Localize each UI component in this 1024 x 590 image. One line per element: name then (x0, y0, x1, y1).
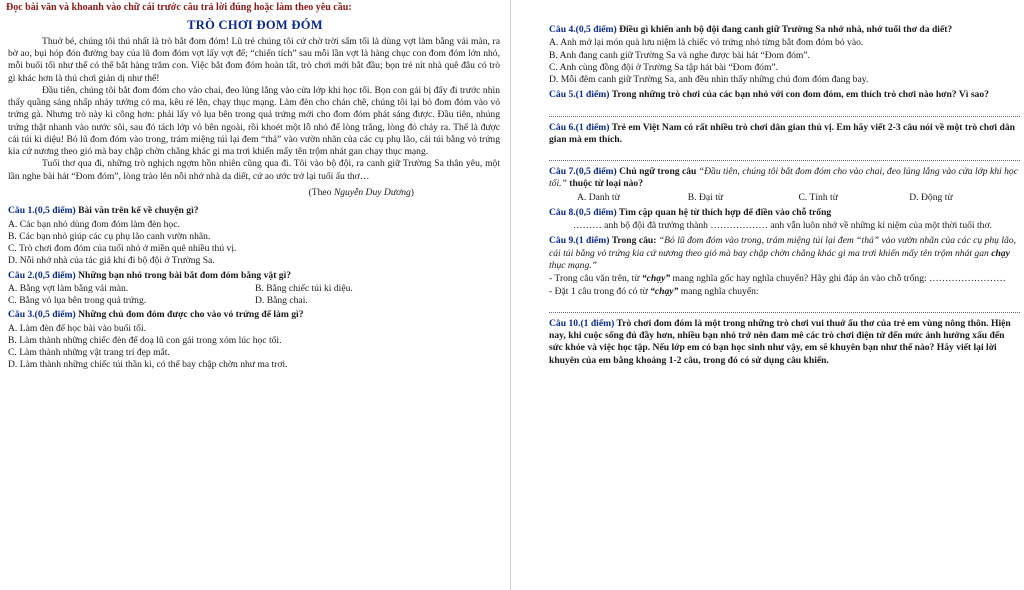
question-7: Câu 7.(0,5 điểm) Chủ ngữ trong câu “Đầu tiên, chúng tôi bắt đom đóm cho vào chai, đeo lủng lẳng vào cửa lớp khi học tối.” thuộc từ loại nào? A. Danh từ B. Đại từ C. Tính từ D. Động từ (549, 166, 1020, 204)
question-10: Câu 10.(1 điểm) Trò chơi đom đóm là một trong những trò chơi vui thuở ấu thơ của trẻ em vùng nông thôn. Hiện nay, khi cuộc sống đủ đầy hơn, nhiều bạn nhỏ trở nên đam mê các trò chơi điện tử đến mức ảnh hưởng xấu đến sức khỏe và việc học tập. Nếu lớp em có bạn học sinh như vậy, em sẽ khuyên bạn như thế nào? Hãy viết lại lời khuyên của em bằng khoảng 1-2 câu, trong đó có sử dụng câu khiến. (549, 317, 1011, 366)
q5-number: Câu 5. (549, 89, 576, 101)
left-column (0, 0, 511, 590)
q4-number: Câu 4. (549, 24, 576, 35)
q3-number: Câu 3. (8, 309, 35, 321)
q1-option-a[interactable]: A. Các bạn nhỏ dùng đom đóm làm đèn học. (8, 218, 180, 230)
q4-text: Điều gì khiến anh bộ đội đang canh giữ Trường Sa nhớ nhà, nhớ tuổi thơ da diết? (616, 24, 953, 35)
q6-text: Trẻ em Việt Nam có rất nhiều trò chơi dân gian thú vị. Em hãy viết 2-3 câu nói về một trò chơi dân gian mà em thích. (549, 121, 1015, 145)
q7-option-d[interactable]: D. Động từ (909, 191, 953, 203)
q5-text: Trong những trò chơi của các bạn nhỏ với con đom đóm, em thích trò chơi nào hơn? Vì sao? (609, 89, 989, 101)
q6-number: Câu 6. (549, 121, 576, 133)
q9-number: Câu 9. (549, 235, 576, 247)
q7-quote: “Đầu tiên, chúng tôi bắt đom đóm cho vào chai, đeo lủng lẳng vào cửa lớp khi học tối.” (549, 166, 1018, 190)
question-2: Câu 2.(0,5 điểm) Những bạn nhỏ trong bài bắt đom đóm bằng vật gì? A. Bằng vợt làm bằng vải màn. B. Bằng chiếc túi kì diệu. C. Bằng vỏ lụa bên trong quả trứng. D. Bằng chai. (0, 270, 510, 308)
q1-option-c[interactable]: C. Trò chơi đom đóm của tuổi nhỏ ở miền quê nhiều thú vị. (8, 243, 237, 255)
question-4: Câu 4.(0,5 điểm) Điều gì khiến anh bộ đội đang canh giữ Trường Sa nhớ nhà, nhớ tuổi thơ da diết? A. Anh mở lại món quà lưu niệm là chiếc vỏ trứng nhỏ từng bắt đom đóm bỏ vào. B. Anh đang canh giữ Trường Sa và nghe được bài hát “Đom đóm”. C. Anh cùng đồng đội ở Trường Sa tập hát bài “Đom đóm”. D. Mỗi đêm canh giữ Trường Sa, anh đều nhìn thấy những chú đom đóm đang bay. (549, 24, 1020, 86)
q3-text: Những chú đom đóm được cho vào vỏ trứng để làm gì? (75, 309, 304, 321)
q2-option-d[interactable]: D. Bằng chai. (255, 295, 308, 307)
q7-option-a[interactable]: A. Danh từ (577, 191, 620, 203)
q4-option-a[interactable]: A. Anh mở lại món quà lưu niệm là chiếc vỏ trứng nhỏ từng bắt đom đóm bỏ vào. (549, 37, 864, 49)
question-9: Câu 9.(1 điểm) Trong câu: “Bỏ lũ đom đóm vào trong, trám miệng túi lại đem “thả” vào vườn nhãn của các cụ phụ lão, cái túi bằng vỏ trứng kia cứ nương theo gió mà bay chập chờn chẳng khác gì ma trơi khiến mấy tên trộm nhát gan chạy thục mạng.” - Trong câu văn trên, từ “chạy” mang nghĩa gốc hay nghĩa chuyển? Hãy ghi đáp án vào chỗ trống: …………………… - Đặt 1 câu trong đó có từ “chạy” mang nghĩa chuyển: (549, 235, 1020, 312)
question-1: Câu 1.(0,5 điểm) Bài văn trên kể về chuyện gì? A. Các bạn nhỏ dùng đom đóm làm đèn học. B. Các bạn nhỏ giúp các cụ phụ lão canh vườn nhãn. C. Trò chơi đom đóm của tuổi nhỏ ở miền quê nhiều thú vị. D. Nỗi nhớ nhà của tác giả khi đi bộ đội ở Trường Sa. (0, 205, 510, 267)
q8-fill-line[interactable]: ……… anh bộ đội đã trưởng thành ……………… anh vẫn luôn nhớ về những kỉ niệm của một thời tuổi thơ. (573, 220, 992, 232)
story-author: (Theo Nguyễn Duy Dương) (308, 186, 414, 198)
q3-option-b[interactable]: B. Làm thành những chiếc đèn để doạ lũ con gái trong xóm lúc học tối. (8, 334, 282, 346)
q2-text: Những bạn nhỏ trong bài bắt đom đóm bằng vật gì? (75, 269, 292, 281)
q8-text: Tìm cặp quan hệ từ thích hợp để điền vào chỗ trống (616, 206, 832, 218)
q2-option-c[interactable]: C. Bằng vỏ lụa bên trong quả trứng. (8, 295, 147, 307)
q2-number: Câu 2. (8, 269, 35, 281)
question-3: Câu 3.(0,5 điểm) Những chú đom đóm được cho vào vỏ trứng để làm gì? A. Làm đèn để học bài vào buổi tối. B. Làm thành những chiếc đèn để doạ lũ con gái trong xóm lúc học tối. C. Làm thành những vật trang trí đẹp mắt. D. Làm thành những chiếc túi thần kì, có thể bay chập chờn như ma trơi. (0, 309, 510, 371)
story-body (0, 36, 510, 199)
q8-number: Câu 8. (549, 206, 576, 218)
q1-text: Bài văn trên kể về chuyện gì? (75, 205, 199, 217)
q4-option-c[interactable]: C. Anh cùng đồng đội ở Trường Sa tập hát bài “Đom đóm”. (549, 61, 779, 73)
instruction: Đọc bài văn và khoanh vào chữ cái trước câu trả lời đúng hoặc làm theo yêu cầu: (6, 2, 352, 13)
q9-sub-1[interactable]: - Trong câu văn trên, từ “chạy” mang nghĩa gốc hay nghĩa chuyển? Hãy ghi đáp án vào chỗ trống: …………………… (549, 273, 1006, 285)
q10-number: Câu 10. (549, 317, 581, 329)
q7-option-c[interactable]: C. Tính từ (798, 191, 838, 203)
q1-option-d[interactable]: D. Nỗi nhớ nhà của tác giả khi đi bộ đội ở Trường Sa. (8, 255, 215, 267)
question-8: Câu 8.(0,5 điểm) Tìm cặp quan hệ từ thích hợp để điền vào chỗ trống ……… anh bộ đội đã trưởng thành ……………… anh vẫn luôn nhớ về những kỉ niệm của một thời tuổi thơ. (549, 207, 1020, 233)
question-5: Câu 5.(1 điểm) Trong những trò chơi của các bạn nhỏ với con đom đóm, em thích trò chơi nào hơn? Vì sao? (549, 89, 1020, 116)
story-paragraph-2: Đầu tiên, chúng tôi bắt đom đóm cho vào chai, đeo lủng lẳng vào cửa lớp khi học tối. Bọn con gái bị đẩy đi trước nhìn thấy quầng sáng nhấp nháy tưởng có ma, kêu ré lên, chạy thục mạng. Làm đèn cho chán chê, chúng tôi lại bỏ đom đóm vào vỏ trứng gà. Nhưng trò này kì công hơn: phải lấy vỏ lụa bên trong quả trứng mới cho đom đóm phát sáng được. Đầu tiên, nhúng trứng thật nhanh vào nước sôi, sau đó tách lớp vỏ bên ngoài, rồi khoét một lỗ nhỏ để lòng trắng, lòng đỏ chảy ra. Thế là được cái túi kì diệu! Bỏ lũ đom đóm vào trong, trám miệng túi lại đem “thả” vào vườn nhãn của các cụ phụ lão, cái túi bằng vỏ trứng kia cứ nương theo gió mà bay chập chờn chẳng khác gì ma trơi khiến mấy tên trộm nhát gan chạy thục mạng. (8, 84, 500, 158)
story-paragraph-1: Thuở bé, chúng tôi thú nhất là trò bắt đom đóm! Lũ trẻ chúng tôi cứ chờ trời sẩm tối là dùng vợt làm bằng vải màn, ra bờ ao, bụi hóp đón đường bay của lũ đom đóm vợt lấy vợt để; “chiến tích” sau mỗi lần vợt là hàng chục con đom đóm lớn nhỏ, mỗi buổi tối như thế có thể bắt hàng trăm con. Việc bắt đom đóm hoàn tất, trò chơi mới bắt đầu; bọn trẻ nít nhà quê đâu có trò gì khác hơn là thú chơi giản dị như thế! (8, 35, 500, 84)
q4-option-d[interactable]: D. Mỗi đêm canh giữ Trường Sa, anh đều nhìn thấy những chú đom đóm đang bay. (549, 74, 869, 86)
q2-option-a[interactable]: A. Bằng vợt làm bằng vải màn. (8, 282, 129, 294)
q9-quote: “Bỏ lũ đom đóm vào trong, trám miệng túi lại đem “thả” vào vườn nhãn của các cụ phụ lão, cái túi bằng vỏ trứng kia cứ nương theo gió mà bay chập chờn chẳng khác gì ma trơi khiến mấy tên trộm nhát gan chạy thục mạng.” (549, 235, 1017, 271)
story-title: TRÒ CHƠI ĐOM ĐÓM (187, 17, 323, 32)
q3-option-d[interactable]: D. Làm thành những chiếc túi thần kì, có thể bay chập chờn như ma trơi. (8, 359, 288, 371)
q6-answer-line[interactable] (549, 148, 1020, 161)
q3-option-c[interactable]: C. Làm thành những vật trang trí đẹp mắt. (8, 347, 170, 359)
q1-number: Câu 1. (8, 205, 35, 217)
question-6: Câu 6.(1 điểm) Trẻ em Việt Nam có rất nhiều trò chơi dân gian thú vị. Em hãy viết 2-3 câu nói về một trò chơi dân gian mà em thích. (549, 122, 1020, 162)
q4-option-b[interactable]: B. Anh đang canh giữ Trường Sa và nghe được bài hát “Đom đóm”. (549, 49, 811, 61)
q7-option-b[interactable]: B. Đại từ (687, 191, 724, 203)
q1-option-b[interactable]: B. Các bạn nhỏ giúp các cụ phụ lão canh vườn nhãn. (8, 230, 211, 242)
q9-answer-line[interactable] (549, 300, 1020, 313)
q3-option-a[interactable]: A. Làm đèn để học bài vào buổi tối. (8, 322, 147, 334)
story-paragraph-3: Tuổi thơ qua đi, những trò nghịch ngợm hồn nhiên cũng qua đi. Tôi vào bộ đội, ra canh giữ Trường Sa thân yêu, một lần nghe bài hát “Đom đóm”, lòng trào lên nỗi nhớ nhà da diết, cứ ao ước trở lại tuổi ấu thơ… (8, 158, 500, 182)
q9-sub-2: - Đặt 1 câu trong đó có từ “chạy” mang nghĩa chuyển: (549, 285, 759, 297)
q10-text: Trò chơi đom đóm là một trong những trò chơi vui thuở ấu thơ của trẻ em vùng nông thôn. Hiện nay, khi cuộc sống đủ đầy hơn, nhiều bạn nhỏ trở nên đam mê các trò chơi điện tử đến mức ảnh hưởng xấu đến sức khỏe và việc học tập. Nếu lớp em có bạn học sinh như vậy, em sẽ khuyên bạn như thế nào? Hãy viết lại lời khuyên của em bằng khoảng 1-2 câu, trong đó có sử dụng câu khiến. (549, 317, 1011, 366)
right-column (515, 0, 1024, 590)
q5-answer-line[interactable] (549, 104, 1020, 117)
q2-option-b[interactable]: B. Bằng chiếc túi kì diệu. (255, 282, 353, 294)
q7-number: Câu 7. (549, 166, 576, 178)
